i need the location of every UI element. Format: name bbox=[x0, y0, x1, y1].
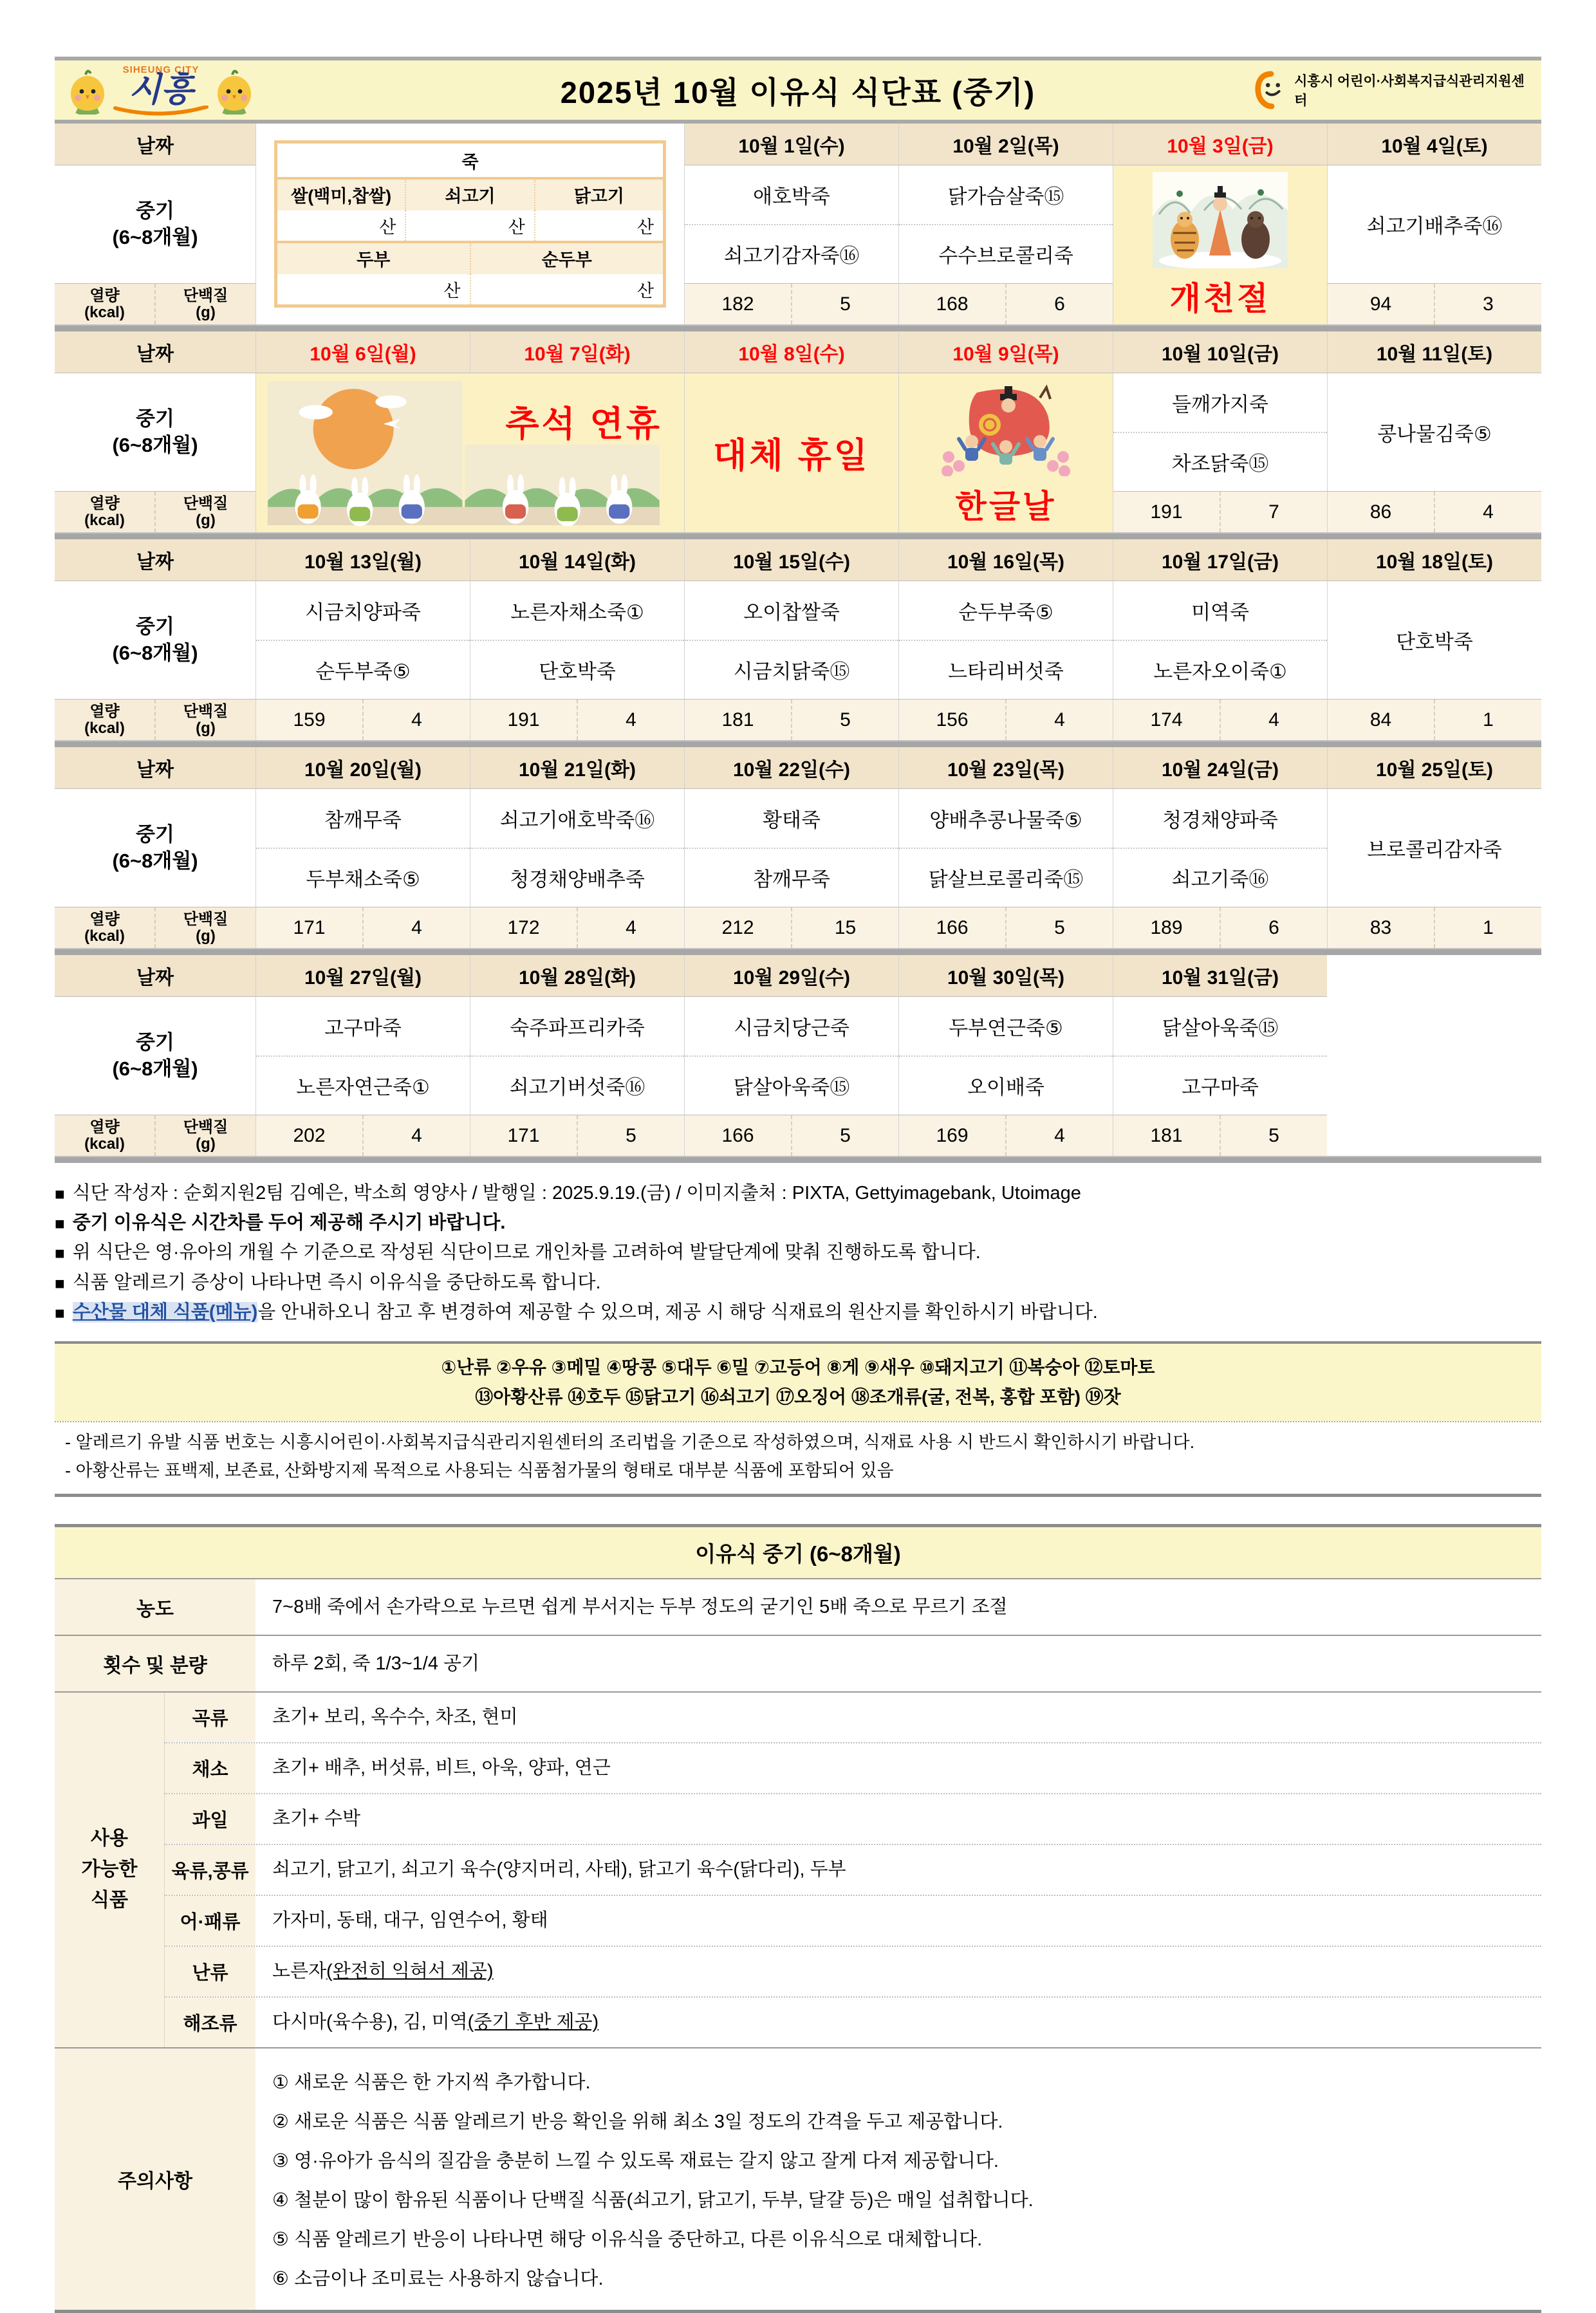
nutrition-cell: 86 4 bbox=[1327, 491, 1541, 532]
caution-item: ③ 영·유아가 음식의 질감을 충분히 느낄 수 있도록 재료는 갈지 않고 잘게 다져 제공합니다. bbox=[272, 2150, 999, 2171]
menu-cell: 쇠고기애호박죽⑯ 청경채양배추죽 bbox=[470, 788, 684, 907]
date-cell: 10월 16일(목) bbox=[898, 539, 1113, 581]
date-cell: 10월 31일(금) bbox=[1113, 955, 1327, 996]
date-header-label: 날짜 bbox=[55, 955, 255, 996]
date-cell: 10월 2일(목) bbox=[898, 124, 1113, 165]
nutrition-cell: 189 6 bbox=[1113, 907, 1327, 948]
date-cell: 10월 1일(수) bbox=[684, 124, 898, 165]
empty-cell bbox=[1327, 955, 1541, 1156]
date-cell: 10월 13일(월) bbox=[255, 539, 470, 581]
nutrition-cell: 156 4 bbox=[898, 699, 1113, 740]
nutrition-cell: 174 4 bbox=[1113, 699, 1327, 740]
date-cell-holiday: 10월 7일(화) bbox=[470, 331, 684, 373]
nutrition-cell: 182 5 bbox=[684, 283, 898, 324]
allergen-line-2: ⑬아황산류 ⑭호두 ⑮닭고기 ⑯쇠고기 ⑰오징어 ⑱조개류(굴, 전복, 홍합 포함) ⑲잣 bbox=[475, 1387, 1121, 1407]
consistency-value: 7~8배 죽에서 손가락으로 누르면 쉽게 부서지는 두부 정도의 굳기인 5배 죽으로 무르기 조절 bbox=[255, 1579, 1541, 1635]
nutrition-cell: 172 4 bbox=[470, 907, 684, 948]
menu-cell: 애호박죽 쇠고기감자죽⑯ bbox=[684, 165, 898, 283]
organization-name: 시흥시 어린이·사회복지급식관리지원센터 bbox=[1294, 74, 1525, 108]
date-cell: 10월 17일(금) bbox=[1113, 539, 1327, 581]
nutrition-cell: 166 5 bbox=[898, 907, 1113, 948]
legend-tofu: 두부 bbox=[357, 250, 391, 270]
menu-cell: 두부연근죽⑤ 오이배죽 bbox=[898, 996, 1113, 1115]
date-header-label: 날짜 bbox=[55, 539, 255, 581]
title-bar bbox=[55, 57, 1541, 124]
legend-tofu-row bbox=[277, 241, 663, 274]
note-allergy-stop: ■ 식품 알레르기 증상이 나타나면 즉시 이유식을 중단하도록 합니다. bbox=[55, 1269, 1541, 1297]
menu-cell: 시금치양파죽 순두부죽⑤ bbox=[255, 581, 470, 699]
date-cell: 10월 11일(토) bbox=[1327, 331, 1541, 373]
note-serve-interval: ■ 중기 이유식은 시간차를 두어 제공해 주시기 바랍니다. bbox=[55, 1209, 1541, 1238]
allergen-notes bbox=[55, 1421, 1541, 1493]
menu-cell: 닭살아욱죽⑮ 고구마죽 bbox=[1113, 996, 1327, 1115]
nutrition-cell: 94 3 bbox=[1327, 283, 1541, 324]
chuseok-holiday-cell bbox=[255, 373, 684, 532]
legend-origin-row: 산 산 산 bbox=[277, 210, 663, 241]
nutrition-cell: 159 4 bbox=[255, 699, 470, 740]
egg-value: 노른자(완전히 익혀서 제공) bbox=[255, 1947, 1541, 1996]
date-cell: 10월 27일(월) bbox=[255, 955, 470, 996]
food-row-seaweed: 해조류 다시마(육수용), 김, 미역(중기 후반 제공) bbox=[164, 1996, 1541, 2047]
menu-cell: 참깨무죽 두부채소죽⑤ bbox=[255, 788, 470, 907]
square-bullet-icon: ■ bbox=[55, 1214, 65, 1234]
nutrition-label: 열량 (kcal) 단백질 (g) bbox=[55, 491, 255, 532]
seafood-substitute-link[interactable]: 수산물 대체 식품(메뉴) bbox=[72, 1301, 258, 1323]
frequency-value: 하루 2회, 죽 1/3~1/4 공기 bbox=[255, 1636, 1541, 1691]
page-title: 2025년 10월 이유식 식단표 (중기) bbox=[560, 75, 1036, 109]
menu-cell: 양배추콩나물죽⑤ 닭살브로콜리죽⑮ bbox=[898, 788, 1113, 907]
nutrition-cell: 171 4 bbox=[255, 907, 470, 948]
menu-cell: 황태죽 참깨무죽 bbox=[684, 788, 898, 907]
caution-item: ⑥ 소금이나 조미료는 사용하지 않습니다. bbox=[272, 2268, 604, 2289]
caution-item: ① 새로운 식품은 한 가지씩 추가합니다. bbox=[272, 2072, 591, 2093]
allergen-section bbox=[55, 1341, 1541, 1497]
allergen-note-2: - 아황산류는 표백제, 보존료, 산화방지제 목적으로 사용되는 식품첨가물의 형태로 대부분 식품에 포함되어 있음 bbox=[65, 1460, 894, 1480]
frequency-label: 횟수 및 분량 bbox=[55, 1636, 255, 1691]
siheung-city-logo bbox=[66, 64, 343, 116]
food-row-grains: 곡류 초기+ 보리, 옥수수, 차조, 현미 bbox=[164, 1693, 1541, 1742]
date-cell-holiday: 10월 6일(월) bbox=[255, 331, 470, 373]
menu-cell: 오이찹쌀죽 시금치닭죽⑮ bbox=[684, 581, 898, 699]
caution-item: ② 새로운 식품은 식품 알레르기 반응 확인을 위해 최소 3일 정도의 간격을 두고 제공합니다. bbox=[272, 2111, 1003, 2132]
legend-ingredients-row bbox=[277, 177, 663, 210]
allergen-note-1: - 알레르기 유발 식품 번호는 시흥시어린이·사회복지급식관리지원센터의 조리법을 기준으로 작성하였으며, 식재료 사용 시 반드시 확인하시기 바랍니다. bbox=[65, 1433, 1195, 1453]
substitute-holiday-label: 대체 휴일 bbox=[713, 436, 870, 475]
center-logo bbox=[1253, 70, 1530, 111]
date-header-label: 날짜 bbox=[55, 331, 255, 373]
mascot-chick-icon bbox=[213, 66, 255, 115]
legend-rice: 쌀(백미,찹쌀) bbox=[291, 187, 392, 207]
legend-soft-tofu: 순두부 bbox=[470, 243, 663, 274]
date-cell: 10월 28일(화) bbox=[470, 955, 684, 996]
section-divider bbox=[55, 740, 1541, 747]
siheung-city-caption: SIHEUNG CITY bbox=[122, 64, 200, 76]
nutrition-cell: 191 4 bbox=[470, 699, 684, 740]
date-cell: 10월 4일(토) bbox=[1327, 124, 1541, 165]
week-1-block bbox=[55, 124, 1541, 324]
stage-info-table bbox=[55, 1524, 1541, 2313]
week-2-block bbox=[55, 331, 1541, 532]
date-cell-holiday: 10월 8일(수) bbox=[684, 331, 898, 373]
available-foods-section bbox=[55, 1691, 1541, 2047]
menu-cell: 고구마죽 노른자연근죽① bbox=[255, 996, 470, 1115]
nutrition-label: 열량 (kcal) 단백질 (g) bbox=[55, 699, 255, 740]
menu-cell: 순두부죽⑤ 느타리버섯죽 bbox=[898, 581, 1113, 699]
nutrition-cell: 181 5 bbox=[1113, 1115, 1327, 1156]
section-divider bbox=[55, 1156, 1541, 1163]
consistency-row bbox=[55, 1578, 1541, 1635]
available-foods-rows bbox=[164, 1693, 1541, 2047]
menu-cell: 노른자채소죽① 단호박죽 bbox=[470, 581, 684, 699]
legend-chicken: 닭고기 bbox=[534, 180, 663, 210]
info-table-title: 이유식 중기 (6~8개월) bbox=[55, 1527, 1541, 1578]
gaecheonjeol-label: 개천절 bbox=[1169, 281, 1271, 317]
substitute-holiday-cell bbox=[684, 373, 898, 532]
menu-cell: 미역죽 노른자오이죽① bbox=[1113, 581, 1327, 699]
gaecheonjeol-holiday-cell bbox=[1113, 165, 1327, 324]
cautions-row bbox=[55, 2047, 1541, 2310]
section-divider bbox=[55, 948, 1541, 955]
stage-label: 중기 (6~8개월) bbox=[55, 788, 255, 907]
date-cell: 10월 30일(목) bbox=[898, 955, 1113, 996]
date-cell-holiday: 10월 9일(목) bbox=[898, 331, 1113, 373]
date-header-label: 날짜 bbox=[55, 747, 255, 788]
frequency-row bbox=[55, 1635, 1541, 1691]
square-bullet-icon: ■ bbox=[55, 1273, 65, 1293]
nutrition-cell: 169 4 bbox=[898, 1115, 1113, 1156]
nutrition-cell: 84 1 bbox=[1327, 699, 1541, 740]
caution-item: ⑤ 식품 알레르기 반응이 나타나면 해당 이유식을 중단하고, 다른 이유식으로 대체합니다. bbox=[272, 2229, 983, 2250]
allergen-line-1: ①난류 ②우유 ③메밀 ④땅콩 ⑤대두 ⑥밀 ⑦고등어 ⑧게 ⑨새우 ⑩돼지고기 ⑪복숭아 ⑫토마토 bbox=[441, 1357, 1155, 1377]
nutrition-cell: 83 1 bbox=[1327, 907, 1541, 948]
section-divider bbox=[55, 532, 1541, 539]
date-cell: 10월 20일(월) bbox=[255, 747, 470, 788]
food-row-eggs: 난류 노른자(완전히 익혀서 제공) bbox=[164, 1946, 1541, 1996]
cautions-list bbox=[255, 2048, 1541, 2310]
porridge-legend-cell bbox=[255, 124, 684, 324]
notes-section bbox=[55, 1180, 1541, 1327]
legend-origin-row: 산 산 bbox=[277, 274, 663, 304]
stage-label: 중기 (6~8개월) bbox=[55, 996, 255, 1115]
nutrition-cell: 181 5 bbox=[684, 699, 898, 740]
siheung-logo-text bbox=[113, 64, 209, 116]
section-divider bbox=[55, 324, 1541, 331]
note-seafood-substitute: ■ 수산물 대체 식품(메뉴)을 안내하오니 참고 후 변경하여 제공할 수 있으며, 제공 시 해당 식재료의 원산지를 확인하시기 바랍니다. bbox=[55, 1299, 1541, 1327]
date-cell: 10월 21일(화) bbox=[470, 747, 684, 788]
date-cell: 10월 25일(토) bbox=[1327, 747, 1541, 788]
food-row-vegetables: 채소 초기+ 배추, 버섯류, 비트, 아욱, 양파, 연근 bbox=[164, 1742, 1541, 1793]
cautions-label: 주의사항 bbox=[55, 2048, 255, 2310]
square-bullet-icon: ■ bbox=[55, 1184, 65, 1203]
nutrition-cell: 166 5 bbox=[684, 1115, 898, 1156]
menu-cell: 숙주파프리카죽 쇠고기버섯죽⑯ bbox=[470, 996, 684, 1115]
week-4-block bbox=[55, 747, 1541, 948]
menu-cell: 들깨가지죽 차조닭죽⑮ bbox=[1113, 373, 1327, 491]
date-header-label: 날짜 bbox=[55, 124, 255, 165]
note-author: ■ 식단 작성자 : 순회지원2팀 김예은, 박소희 영양사 / 발행일 : 2025.9.19.(금) / 이미지출처 : PIXTA, Gettyimagebank, Utoimage bbox=[55, 1180, 1541, 1208]
menu-cell: 청경채양파죽 쇠고기죽⑯ bbox=[1113, 788, 1327, 907]
date-cell: 10월 29일(수) bbox=[684, 955, 898, 996]
date-cell: 10월 18일(토) bbox=[1327, 539, 1541, 581]
siheung-script: 시흥 bbox=[128, 71, 194, 109]
porridge-legend-box bbox=[274, 140, 666, 308]
menu-cell-single: 브로콜리감자죽 bbox=[1327, 788, 1541, 907]
menu-cell-single: 단호박죽 bbox=[1327, 581, 1541, 699]
monthly-menu-table bbox=[55, 124, 1541, 1163]
week-3-block bbox=[55, 539, 1541, 740]
square-bullet-icon: ■ bbox=[55, 1243, 65, 1263]
food-row-meat-beans: 육류,콩류 쇠고기, 닭고기, 쇠고기 육수(양지머리, 사태), 닭고기 육수(닭다리), 두부 bbox=[164, 1844, 1541, 1895]
hangul-day-cell bbox=[898, 373, 1113, 532]
week-5-block bbox=[55, 955, 1541, 1156]
date-cell: 10월 24일(금) bbox=[1113, 747, 1327, 788]
nutrition-cell: 171 5 bbox=[470, 1115, 684, 1156]
nutrition-cell: 191 7 bbox=[1113, 491, 1327, 532]
available-foods-label: 사용 가능한 식품 bbox=[55, 1693, 164, 2047]
mascot-chick-icon bbox=[66, 66, 109, 115]
nutrition-label: 열량 (kcal) 단백질 (g) bbox=[55, 283, 255, 324]
stage-label: 중기 (6~8개월) bbox=[55, 581, 255, 699]
menu-cell-single: 콩나물김죽⑤ bbox=[1327, 373, 1541, 491]
allergen-number-box bbox=[55, 1344, 1541, 1421]
stage-label: 중기 (6~8개월) bbox=[55, 373, 255, 491]
consistency-label: 농도 bbox=[55, 1579, 255, 1635]
nutrition-cell: 202 4 bbox=[255, 1115, 470, 1156]
hangul-day-illustration bbox=[938, 380, 1073, 476]
date-cell: 10월 14일(화) bbox=[470, 539, 684, 581]
seaweed-value: 다시마(육수용), 김, 미역(중기 후반 제공) bbox=[255, 1998, 1541, 2047]
menu-cell: 시금치당근죽 닭살아욱죽⑮ bbox=[684, 996, 898, 1115]
hangul-day-label: 한글날 bbox=[955, 488, 1057, 525]
square-bullet-icon: ■ bbox=[55, 1303, 65, 1323]
date-cell: 10월 10일(금) bbox=[1113, 331, 1327, 373]
nutrition-label: 열량 (kcal) 단백질 (g) bbox=[55, 1115, 255, 1156]
menu-cell: 닭가슴살죽⑮ 수수브로콜리죽 bbox=[898, 165, 1113, 283]
food-row-fruits: 과일 초기+ 수박 bbox=[164, 1793, 1541, 1844]
smile-logo-icon bbox=[1253, 70, 1289, 111]
legend-beef: 쇠고기 bbox=[405, 180, 534, 210]
stage-label: 중기 (6~8개월) bbox=[55, 165, 255, 283]
chuseok-label: 추석 연휴 bbox=[505, 405, 662, 443]
note-age-standard: ■ 위 식단은 영·유아의 개월 수 기준으로 작성된 식단이므로 개인차를 고려하여 발달단계에 맞춰 진행하도록 합니다. bbox=[55, 1239, 1541, 1267]
date-cell-holiday: 10월 3일(금) bbox=[1113, 124, 1327, 165]
food-row-fish: 어·패류 가자미, 동태, 대구, 임연수어, 황태 bbox=[164, 1895, 1541, 1946]
gaecheonjeol-illustration bbox=[1153, 172, 1288, 268]
nutrition-cell: 168 6 bbox=[898, 283, 1113, 324]
nutrition-label: 열량 (kcal) 단백질 (g) bbox=[55, 907, 255, 948]
date-cell: 10월 15일(수) bbox=[684, 539, 898, 581]
nutrition-cell: 212 15 bbox=[684, 907, 898, 948]
caution-item: ④ 철분이 많이 함유된 식품이나 단백질 식품(쇠고기, 닭고기, 두부, 달걀 등)은 매일 섭취합니다. bbox=[272, 2189, 1034, 2211]
legend-title: 죽 bbox=[461, 152, 479, 172]
date-cell: 10월 22일(수) bbox=[684, 747, 898, 788]
menu-cell-single: 쇠고기배추죽⑯ bbox=[1327, 165, 1541, 283]
date-cell: 10월 23일(목) bbox=[898, 747, 1113, 788]
